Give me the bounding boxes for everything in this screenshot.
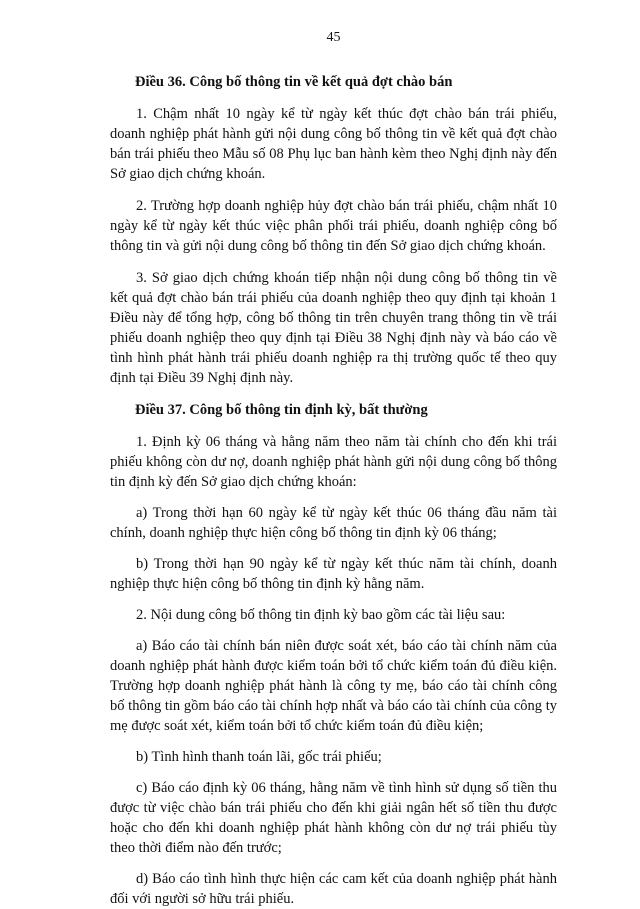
article-37-paragraph: b) Trong thời hạn 90 ngày kể từ ngày kết thúc năm tài chính, doanh nghiệp thực hiện công bố thông tin định kỳ hằng năm. xyxy=(110,556,557,592)
article-37-heading: Điều 37. Công bố thông tin định kỳ, bất thường xyxy=(135,402,428,418)
article-36-paragraph: 2. Trường hợp doanh nghiệp hủy đợt chào bán trái phiếu, chậm nhất 10 ngày kể từ ngày kết thúc việc phân phối trái phiếu, doanh nghiệp công bố thông tin và gửi nội dung công bố thông tin đến Sở giao dịch chứng khoán. xyxy=(110,198,557,254)
article-37-paragraph: a) Báo cáo tài chính bán niên được soát xét, báo cáo tài chính năm của doanh nghiệp phát hành được kiểm toán bởi tổ chức kiểm toán đủ điều kiện. Trường hợp doanh nghiệp phát hành là công ty mẹ, báo cáo tài chính công bố thông tin gồm báo cáo tài chính hợp nhất và báo cáo tài chính của công ty mẹ được soát xét, kiểm toán bởi tổ chức kiểm toán đủ điều kiện; xyxy=(110,638,557,734)
article-37-paragraph: c) Báo cáo định kỳ 06 tháng, hằng năm về tình hình sử dụng số tiền thu được từ việc chào bán trái phiếu cho đến khi giải ngân hết số tiền thu được hoặc cho đến khi doanh nghiệp phát hành không còn dư nợ trái phiếu tùy theo thời điểm nào đến trước; xyxy=(110,780,557,856)
article-37-paragraph: 1. Định kỳ 06 tháng và hằng năm theo năm tài chính cho đến khi trái phiếu không còn dư nợ, doanh nghiệp phát hành gửi nội dung công bố thông tin định kỳ đến Sở giao dịch chứng khoán: xyxy=(110,434,557,490)
article-36-heading: Điều 36. Công bố thông tin về kết quả đợt chào bán xyxy=(135,74,453,90)
article-36-paragraph: 3. Sở giao dịch chứng khoán tiếp nhận nội dung công bố thông tin về kết quả đợt chào bán trái phiếu của doanh nghiệp theo quy định tại khoản 1 Điều này để tổng hợp, công bố thông tin trên chuyên trang thông tin về trái phiếu doanh nghiệp theo quy định tại Điều 38 Nghị định này và báo cáo về tình hình phát hành trái phiếu doanh nghiệp ra thị trường quốc tế theo quy định tại Điều 39 Nghị định này. xyxy=(110,270,557,386)
page-number: 45 xyxy=(326,30,341,45)
article-37-paragraph: b) Tình hình thanh toán lãi, gốc trái phiếu; xyxy=(136,749,382,765)
article-36-paragraph: 1. Chậm nhất 10 ngày kể từ ngày kết thúc đợt chào bán trái phiếu, doanh nghiệp phát hành gửi nội dung công bố thông tin về kết quả đợt chào bán trái phiếu theo Mẫu số 08 Phụ lục ban hành kèm theo Nghị định này đến Sở giao dịch chứng khoán. xyxy=(110,106,557,182)
article-37-paragraph: d) Báo cáo tình hình thực hiện các cam kết của doanh nghiệp phát hành đối với người sở hữu trái phiếu. xyxy=(110,871,557,907)
article-37-paragraph: 2. Nội dung công bố thông tin định kỳ bao gồm các tài liệu sau: xyxy=(136,607,506,623)
article-37-paragraph: a) Trong thời hạn 60 ngày kể từ ngày kết thúc 06 tháng đầu năm tài chính, doanh nghiệp thực hiện công bố thông tin định kỳ 06 tháng; xyxy=(110,505,557,541)
